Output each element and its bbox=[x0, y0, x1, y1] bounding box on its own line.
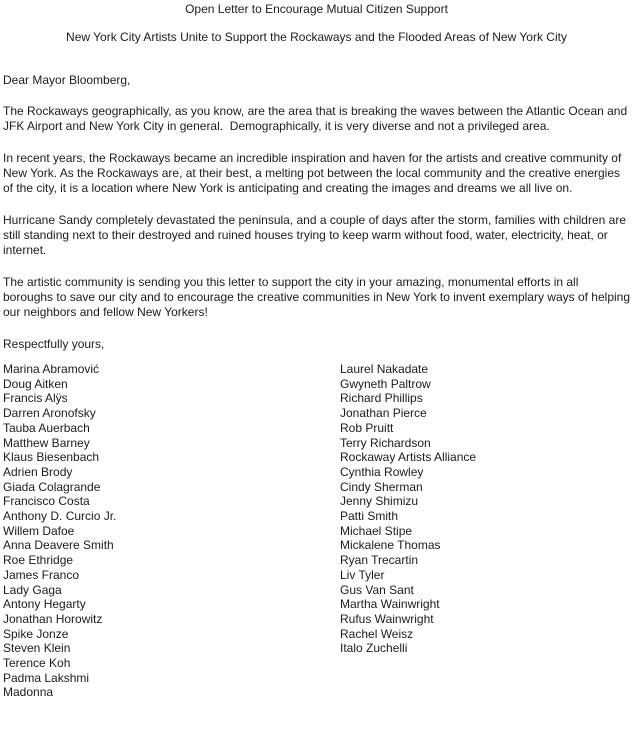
signatory-name: Jonathan Horowitz bbox=[3, 611, 103, 626]
signatory-name: Rockaway Artists Alliance bbox=[340, 450, 477, 465]
signatory-name: Jenny Shimizu bbox=[340, 494, 419, 509]
signatory-name: Liv Tyler bbox=[340, 567, 385, 582]
signatory-name: Antony Hegarty bbox=[3, 597, 86, 612]
signatories-left-column bbox=[3, 362, 340, 700]
signatory-name: Mickalene Thomas bbox=[340, 538, 441, 553]
signatory-name: Laurel Nakadate bbox=[340, 362, 429, 376]
paragraph-3: Hurricane Sandy completely devastated the peninsula, and a couple of days after the storm, families with children are still standing next to their destroyed and ruined houses trying to keep warm without food, water, electricity, heat, or internet. bbox=[3, 213, 630, 257]
signatories bbox=[3, 362, 630, 700]
signatory-name: Marina Abramović bbox=[3, 362, 100, 376]
letter-title: Open Letter to Encourage Mutual Citizen Support bbox=[185, 2, 448, 16]
signatory-name: Adrien Brody bbox=[3, 464, 73, 479]
signatory-name: Giada Colagrande bbox=[3, 479, 101, 494]
signatory-name: James Franco bbox=[3, 567, 80, 582]
signatory-name: Willem Dafoe bbox=[3, 523, 75, 538]
signatory-name: Terence Koh bbox=[3, 656, 71, 671]
signatory-name: Martha Wainwright bbox=[340, 597, 440, 612]
signatory-name: Gwyneth Paltrow bbox=[340, 376, 431, 391]
paragraph-2: In recent years, the Rockaways became an incredible inspiration and haven for the artists and creative community of New York. As the Rockaways are, at their best, a melting pot between the local community and the creative energies of the city, it is a location where New York is anticipating and creating the images and dreams we all live on. bbox=[3, 151, 625, 195]
signatory-name: Ryan Trecartin bbox=[340, 553, 419, 568]
signatory-name: Doug Aitken bbox=[3, 376, 68, 391]
salutation: Dear Mayor Bloomberg, bbox=[3, 73, 131, 87]
signatory-name: Madonna bbox=[3, 685, 54, 700]
signatory-name: Spike Jonze bbox=[3, 626, 69, 641]
signatory-name: Rob Pruitt bbox=[340, 420, 394, 435]
signatory-name: Rachel Weisz bbox=[340, 626, 414, 641]
signatory-name: Terry Richardson bbox=[340, 435, 431, 450]
paragraph-4: The artistic community is sending you this letter to support the city in your amazing, monumental efforts in all boroughs to save our city and to encourage the creative communities in New York to invent exemplary ways of helping our neighbors and fellow New Yorkers! bbox=[3, 275, 634, 319]
closing: Respectfully yours, bbox=[3, 337, 105, 351]
signatory-name: Francisco Costa bbox=[3, 494, 90, 509]
signatory-name: Italo Zuchelli bbox=[340, 641, 408, 656]
signatory-name: Patti Smith bbox=[340, 509, 399, 524]
signatory-name: Anthony D. Curcio Jr. bbox=[3, 509, 117, 524]
signatory-name: Steven Klein bbox=[3, 641, 71, 656]
signatory-name: Cindy Sherman bbox=[340, 479, 423, 494]
signatory-name: Jonathan Pierce bbox=[340, 406, 427, 421]
signatory-name: Lady Gaga bbox=[3, 582, 62, 597]
signatory-name: Padma Lakshmi bbox=[3, 670, 90, 685]
signatory-name: Richard Phillips bbox=[340, 391, 423, 406]
signatory-name: Anna Deavere Smith bbox=[3, 538, 114, 553]
signatory-name: Rufus Wainwright bbox=[340, 611, 434, 626]
signatory-name: Matthew Barney bbox=[3, 435, 90, 450]
signatory-name: Roe Ethridge bbox=[3, 553, 74, 568]
signatory-name: Klaus Biesenbach bbox=[3, 450, 100, 465]
signatory-name: Darren Aronofsky bbox=[3, 406, 96, 421]
signatory-name: Francis Alÿs bbox=[3, 391, 68, 406]
signatory-name: Cynthia Rowley bbox=[340, 464, 424, 479]
signatory-name: Tauba Auerbach bbox=[3, 420, 90, 435]
letter-subtitle: New York City Artists Unite to Support the Rockaways and the Flooded Areas of New York City bbox=[66, 30, 567, 44]
signatory-name: Gus Van Sant bbox=[340, 582, 414, 597]
paragraph-1: The Rockaways geographically, as you know, are the area that is breaking the waves between the Atlantic Ocean and JFK Airport and New York City in general. Demographically, it is very diverse and not a privileged area. bbox=[3, 104, 631, 133]
signatory-name: Michael Stipe bbox=[340, 523, 413, 538]
signatories-right-column bbox=[340, 362, 630, 656]
